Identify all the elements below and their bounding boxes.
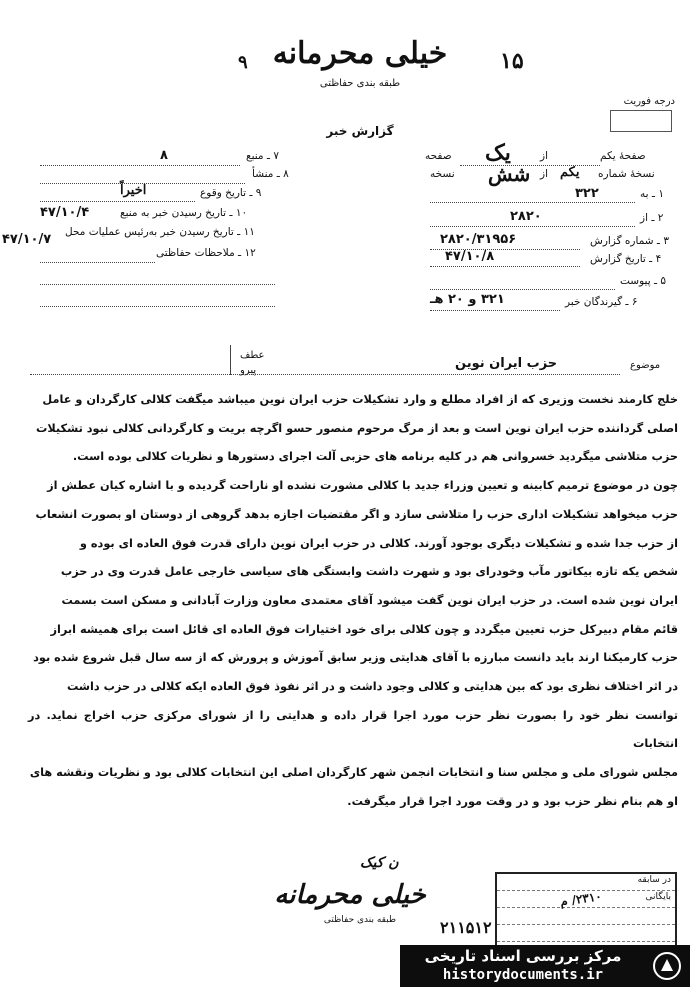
watermark-url: historydocuments.ir [442,967,604,983]
field-mid-value: یک [485,140,511,166]
body-line: توانست نظر خود را بصورت نظر حزب مورد اجرا قرار داده و هدایتی را از شورای مرکزی حزب اخراج نماید. در انتخابات [28,708,678,751]
subject-label: موضوع [630,360,661,371]
field-label: ۱۲ ـ ملاحظات حفاظتی [156,247,256,259]
field-value: ۳۲۱ و ۲۰ هـ [430,292,505,307]
field-label: صفحهٔ یکم [600,150,646,162]
body-line: ایران نوین شده است. در حزب ایران نوین گفت میشود آقای معتمدی معاون وزارت آبادانی و مسکن است بسمت [61,593,678,607]
field-value: ۴۷/۱۰/۴ [40,205,90,220]
dotted-line [40,306,275,307]
dotted-line [430,226,635,227]
urgency-box [610,110,672,132]
field-mid-value: شش [488,162,531,186]
dotted-line [430,202,635,203]
field-value: یکم [560,165,580,180]
field-label: ۱ ـ به [640,188,664,200]
stamp-handwriting: ۲۳۱۰/ م [559,889,603,909]
field-value: ۸ [160,148,168,163]
following-label: پیرو [240,365,257,376]
field-label: ۲ ـ از [640,212,664,224]
field-label: ۹ ـ تاریخ وقوع [200,187,262,199]
field-label: ۶ ـ گیرندگان خبر [565,296,638,308]
dotted-line [40,262,155,263]
stamp-line: در سابقه [497,874,675,891]
archive-logo-icon [652,951,682,981]
field-label: ۵ ـ پیوست [620,275,667,287]
body-line: حزب متلاشی میگردید خسروانی هم در کلیه برنامه های حزبی آلت اجرای دستورها و نظریات کلالی بوده است. [72,450,678,464]
top-hand-mark: ۹ [238,52,248,73]
dotted-line [40,201,195,202]
body-line: چون در موضوع ترمیم کابینه و تعیین وزراء جدید با کلالی مشورت نشده او ناراحت گردیده و با اشاره کیان عطش از [47,479,678,493]
classification-title: خیلی محرمانه [272,36,448,71]
report-body [28,386,678,817]
watermark-title: مرکز بررسی اسناد تاریخی [424,947,622,965]
dotted-line [430,310,560,311]
body-line: خلج کارمند نخست وزیری که از افراد مطلع و وارد تشکیلات حزب ایران نوین میباشد میگفت کلالی کارگردان و عامل [42,393,678,406]
reference-label: عطف [240,350,265,361]
field-label: ۳ ـ شماره گزارش [590,235,669,247]
footer-classification: خیلی محرمانه [274,880,426,910]
body-line: از حزب جدا شده و تشکیلات دیگری بوجود آورند. کلالی در حزب ایران نوین دارای قدرت فوق العاده ای بوده و [79,536,678,550]
body-line: او هم بنام نظر حزب بود و در وقت مورد اجرا قرار میگرفت. [347,794,678,808]
body-line: در اثر اختلاف نظری بود که بین هدایتی و کلالی وجود داشت و در اثر نفوذ فوق العاده ایکه کلالی در حزب داشت [66,680,678,694]
footer-classification-subtitle: طبقه بندی حفاظتی [323,915,397,925]
field-value: ۴۷/۱۰/۸ [445,249,495,264]
field-label: ۱۱ ـ تاریخ رسیدن خبر به‌رئیس عملیات محل [65,226,255,238]
field-label: ۱۰ ـ تاریخ رسیدن خبر به منبع [120,207,248,219]
field-mid-label: از [540,150,548,162]
classification-subtitle: طبقه بندی حفاظتی [319,78,401,89]
subject-value: حزب ایران نوین [455,356,558,371]
field-label: ۷ ـ منبع [246,150,279,162]
field-value: اخیراً [120,183,147,198]
field-suffix: صفحه [425,150,452,162]
watermark-logo [400,945,690,987]
dotted-line [40,165,240,166]
archive-stamp [495,872,677,948]
top-page-number: ۱۵ [500,48,524,74]
field-suffix: نسخه [430,168,455,180]
stamp-line: بایگانی [497,891,675,908]
report-title: گزارش خبر [326,124,394,138]
body-line: قائم مقام دبیرکل حزب تعیین میگردد و چون کلالی برای خود اختیارات فوق العاده ای قائل است برای همیشه ابراز [50,622,678,636]
body-line: اصلی گرداننده حزب ایران نوین است و بعد از مرگ مرحوم منصور حسو اگرچه بریت و کارگردانی کلالی نبود تشکیلات [35,421,678,435]
urgency-label: درجه فوریت [623,96,675,107]
field-label: نسخهٔ شماره [598,168,655,180]
stamp-line [497,908,675,925]
footer-handwritten-number: ۲۱۱۵۱۲ [440,918,492,937]
stamp-line [497,925,675,942]
signature: ن کیک [360,855,399,871]
dotted-line [430,266,580,267]
field-label: ۸ ـ منشأ [252,168,289,180]
field-value: ۴۷/۱۰/۷ [2,232,52,247]
field-value: ۳۲۲ [575,186,599,201]
body-line: حزب کارمیکنا ارند باید دانست مبارزه با آقای هدایتی وزیر سابق آموزش و پرورش که از سه سال قبل شروع شده بود [33,651,678,665]
body-line: شخص یکه تازه بیکاتور مآب وخودرای بود و شهرت داشت وابستگی های سیاسی خارجی عامل قدرت وی در حزب [60,565,678,579]
dotted-line [40,284,275,285]
field-mid-label: از [540,168,548,180]
field-value: ۲۸۲۰/۳۱۹۵۶ [440,232,517,247]
field-label: ۴ ـ تاریخ گزارش [590,253,662,265]
field-value: ۲۸۲۰ [510,209,542,224]
body-line: مجلس شورای ملی و مجلس سنا و انتخابات انجمن شهر کارگردان اصلی این انتخابات کلالی بود و نظریات ونقشه های [29,766,678,780]
body-line: حزب میخواهد تشکیلات اداری حزب را متلاشی سازد و اگر مقتضیات اجازه بدهد گروهی از دوستان او بصورت انشعاب [35,507,678,521]
dotted-line [430,289,615,290]
